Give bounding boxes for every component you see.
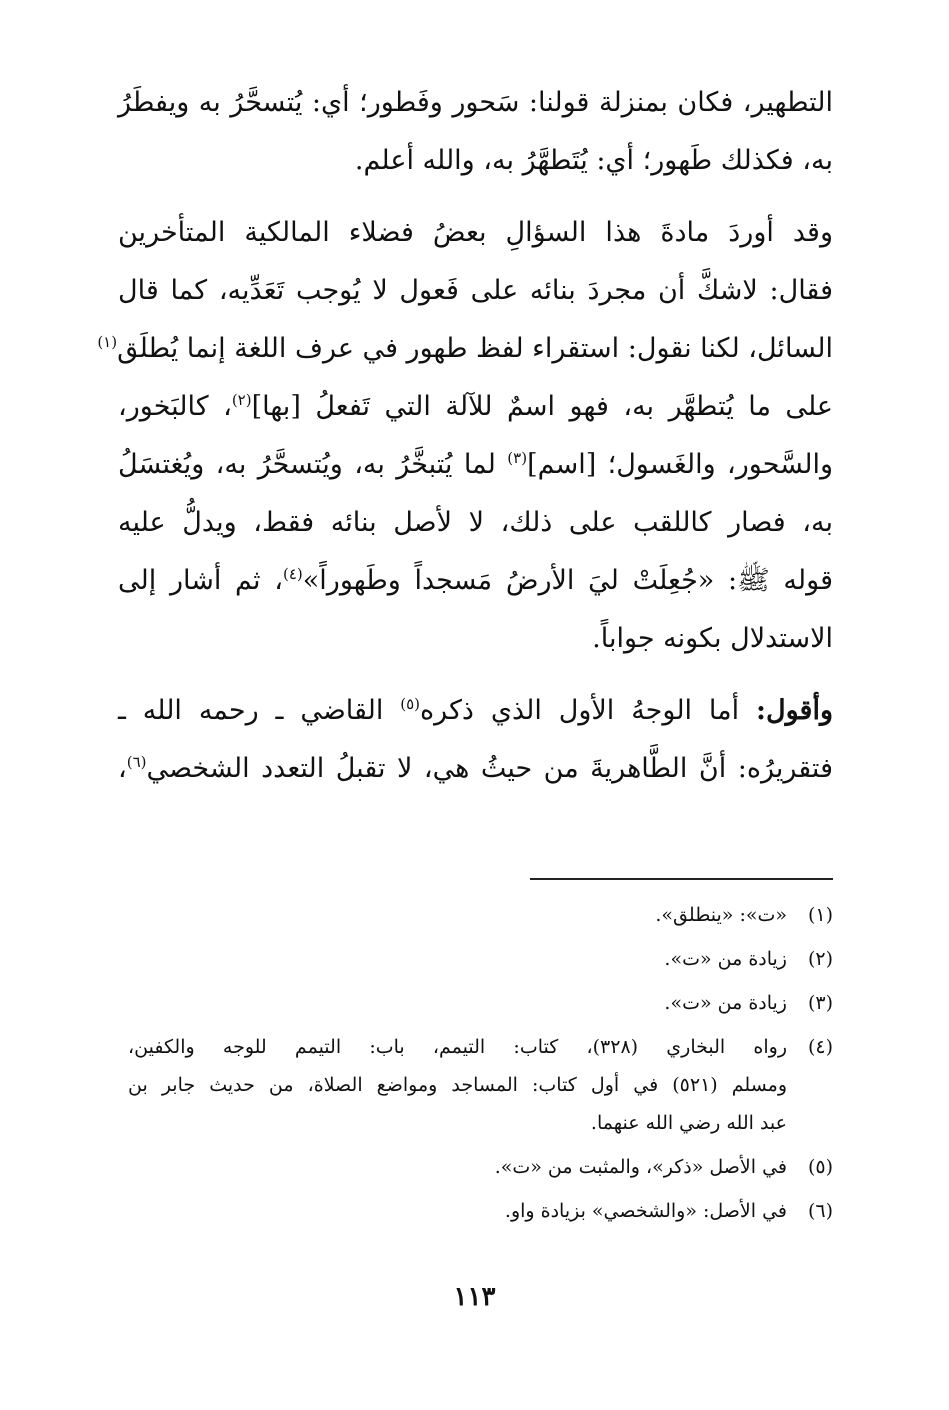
footnote-ref[interactable]: (٤)	[282, 565, 303, 583]
paragraph-gap	[118, 190, 833, 204]
text-run: قوله ﷺ: «جُعِلَتْ ليَ الأرضُ مَسجداً وطَهوراً»	[302, 565, 833, 596]
bold-lead-word: وأقول:	[756, 695, 833, 726]
footnote-item	[128, 896, 833, 934]
footnote-number: (١)	[807, 904, 833, 926]
footnote-number: (٥)	[807, 1156, 833, 1178]
text-run: أما الوجهُ الأول الذي ذكره	[420, 695, 757, 726]
footnote-text	[128, 896, 787, 934]
footnote-line: عبد الله رضي الله عنهما.	[590, 1112, 787, 1134]
text-run: ، كالبَخور،	[118, 391, 232, 422]
footnote-line: زيادة من «ت».	[664, 948, 787, 970]
footnote-number: (٦)	[807, 1200, 833, 1222]
text-line	[118, 740, 833, 798]
footnote-line: في الأصل: «والشخصي» بزيادة واو.	[504, 1200, 787, 1222]
text-line	[118, 552, 833, 610]
footnote-text	[128, 984, 787, 1022]
footnote-item	[128, 1028, 833, 1142]
footnote-number: (٤)	[807, 1036, 833, 1058]
footnote-ref[interactable]: (٢)	[231, 391, 252, 409]
footnote-ref[interactable]: (٦)	[126, 753, 147, 771]
footnote-ref[interactable]: (٥)	[400, 695, 421, 713]
footnote-item	[128, 1192, 833, 1230]
footnote-ref[interactable]: (١)	[97, 333, 118, 351]
footnote-text	[128, 1148, 787, 1186]
footnote-item	[128, 1148, 833, 1186]
text-line: التطهير، فكان بمنزلة قولنا: سَحور وفَطور؛ أي: يُتسحَّرُ به ويفطَرُ	[118, 87, 833, 118]
footnote-item	[128, 940, 833, 978]
footnote-line: في الأصل «ذكر»، والمثبت من «ت».	[494, 1156, 787, 1178]
text-line: به، فصار كاللقب على ذلك، لا لأصل بنائه فقط، ويدلُّ عليه	[118, 507, 833, 538]
text-run: على ما يُتطهَّر به، فهو اسمٌ للآلة التي تَفعلُ [بها]	[251, 391, 833, 422]
text-run: والسَّحور، والغَسول؛ [اسم]	[527, 449, 833, 480]
text-line	[118, 682, 833, 740]
footnote-line: زيادة من «ت».	[664, 992, 787, 1014]
text-run: ، ثم أشار إلى	[118, 565, 283, 596]
text-line	[97, 320, 833, 378]
text-run: السائل، لكنا نقول: استقراء لفظ طهور في عرف اللغة إنما يُطلَق	[117, 333, 833, 364]
footnote-text	[128, 1028, 787, 1142]
text-line: وقد أوردَ مادةَ هذا السؤالِ بعضُ فضلاء المالكية المتأخرين	[118, 217, 833, 248]
text-line	[118, 378, 833, 436]
footnote-ref[interactable]: (٣)	[507, 449, 528, 467]
footnote-line: رواه البخاري (٣٢٨)، كتاب: التيمم، باب: التيمم للوجه والكفين،	[128, 1036, 788, 1058]
text-run: فتقريرُه: أنَّ الطَّاهريةَ من حيثُ هي، لا تقبلُ التعدد الشخصي	[146, 753, 833, 784]
footnote-item	[128, 984, 833, 1022]
page-number: ١١٣	[453, 1282, 496, 1312]
text-line: به، فكذلك طَهور؛ أي: يُتَطهَّرُ به، والله أعلم.	[354, 145, 833, 176]
footnote-text	[128, 940, 787, 978]
footnote-number: (٣)	[807, 992, 833, 1014]
footnote-separator	[530, 878, 833, 880]
text-run: لما يُتبخَّرُ به، ويُتسحَّرُ به، ويُغتسَلُ	[118, 449, 508, 480]
footnote-text	[128, 1192, 787, 1230]
footnote-number: (٢)	[807, 948, 833, 970]
main-text	[97, 74, 833, 798]
text-line: الاستدلال بكونه جواباً.	[592, 623, 833, 654]
footnotes	[128, 896, 833, 1236]
text-run: القاضي ـ رحمه الله ـ	[118, 695, 401, 726]
text-line: فقال: لاشكَّ أن مجردَ بنائه على فَعول لا يُوجب تَعَدِّيه، كما قال	[118, 275, 833, 306]
paragraph-gap	[118, 668, 833, 682]
text-run: ،	[118, 753, 127, 784]
text-line	[118, 436, 833, 494]
footnote-line: ومسلم (٥٢١) في أول كتاب: المساجد ومواضع الصلاة، من حديث جابر بن	[128, 1074, 787, 1096]
footnote-line: «ت»: «ينطلق».	[655, 904, 787, 926]
